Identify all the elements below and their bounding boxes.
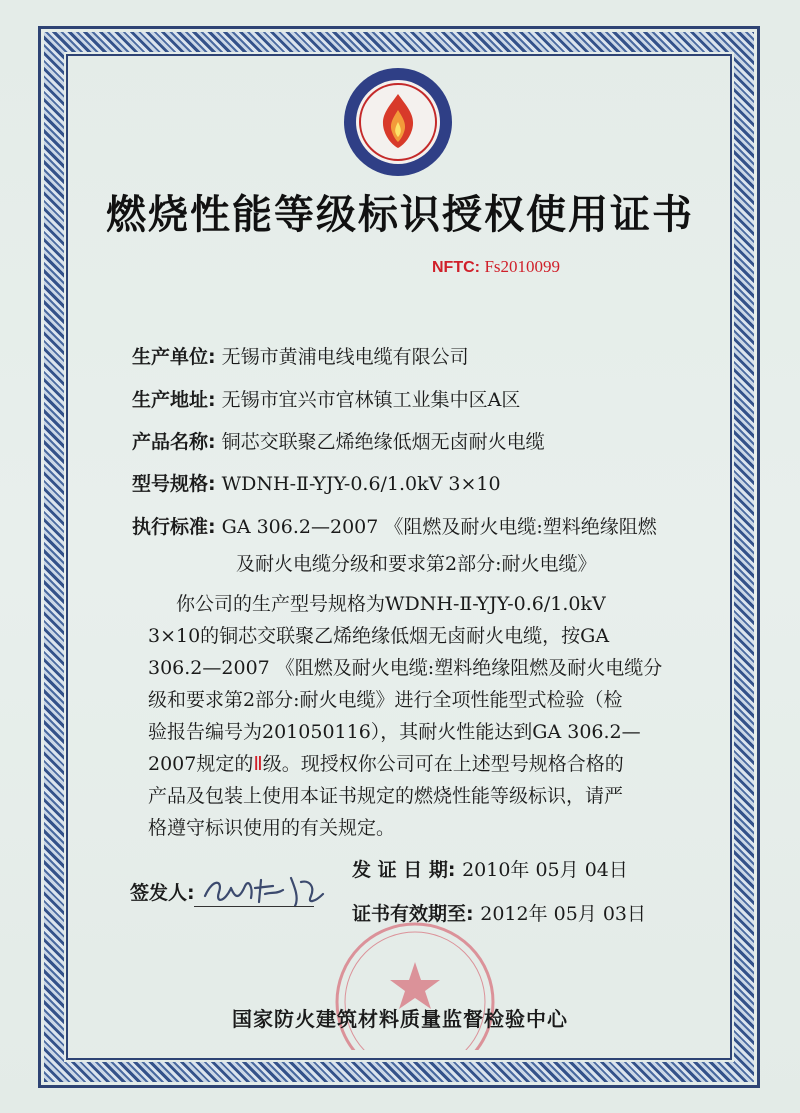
field-label: 生产单位: [132, 346, 216, 368]
body-line: 3×10的铜芯交联聚乙烯绝缘低烟无卤耐火电缆，按GA [148, 625, 610, 647]
field-address [132, 385, 520, 412]
body-line: 产品及包装上使用本证书规定的燃烧性能等级标识，请严 [148, 785, 624, 807]
body-line: 验报告编号为201050116），其耐火性能达到GA 306.2— [148, 721, 641, 743]
field-producer [132, 342, 469, 369]
field-value: 无锡市黄浦电线电缆有限公司 [221, 346, 469, 368]
field-label: 生产地址: [132, 389, 216, 411]
expiry-date-value: 2012年 05月 03日 [480, 903, 647, 925]
expiry-date-label: 证书有效期至: [352, 903, 474, 925]
field-model [132, 469, 501, 496]
cert-no-label: NFTC: [432, 259, 480, 276]
field-value: 无锡市宜兴市官林镇工业集中区A区 [221, 389, 521, 411]
body-text: 级。现授权你公司可在上述型号规格合格的 [262, 753, 624, 775]
cert-no-value: Fs2010099 [484, 257, 561, 276]
field-value: 铜芯交联聚乙烯绝缘低烟无卤耐火电缆 [221, 431, 545, 453]
body-line: 级和要求第2部分:耐火电缆》进行全项性能型式检验（检 [148, 689, 623, 711]
issue-date-value: 2010年 05月 04日 [462, 859, 628, 881]
grade-mark: Ⅱ [253, 754, 263, 775]
signature-line [194, 906, 314, 907]
issue-date-label: 发 证 日 期: [352, 859, 456, 881]
flame-logo-icon [342, 66, 454, 178]
certificate-number [432, 257, 560, 277]
field-value: GA 306.2—2007 《阻燃及耐火电缆:塑料绝缘阻燃 [221, 516, 657, 538]
field-label: 执行标准: [132, 516, 216, 538]
field-standard [132, 512, 657, 539]
issuing-authority: 国家防火建筑材料质量监督检验中心 [232, 1007, 568, 1031]
expiry-date [352, 899, 646, 926]
body-line: 格遵守标识使用的有关规定。 [148, 817, 396, 839]
field-product-name [132, 427, 545, 454]
standard-continuation: 及耐火电缆分级和要求第2部分:耐火电缆》 [236, 553, 597, 575]
signature-icon [195, 858, 345, 918]
field-label: 产品名称: [132, 431, 216, 453]
body-line: 306.2—2007 《阻燃及耐火电缆:塑料绝缘阻燃及耐火电缆分 [148, 657, 663, 679]
body-line: 你公司的生产型号规格为WDNH-Ⅱ-YJY-0.6/1.0kV [176, 593, 606, 615]
body-line-grade [148, 749, 624, 776]
field-value: WDNH-Ⅱ-YJY-0.6/1.0kV 3×10 [221, 473, 501, 495]
body-text: 2007规定的 [148, 753, 254, 775]
field-label: 型号规格: [132, 473, 216, 495]
issue-date [352, 855, 628, 882]
certificate-title: 燃烧性能等级标识授权使用证书 [106, 192, 694, 238]
signer-label: 签发人: [130, 882, 195, 904]
